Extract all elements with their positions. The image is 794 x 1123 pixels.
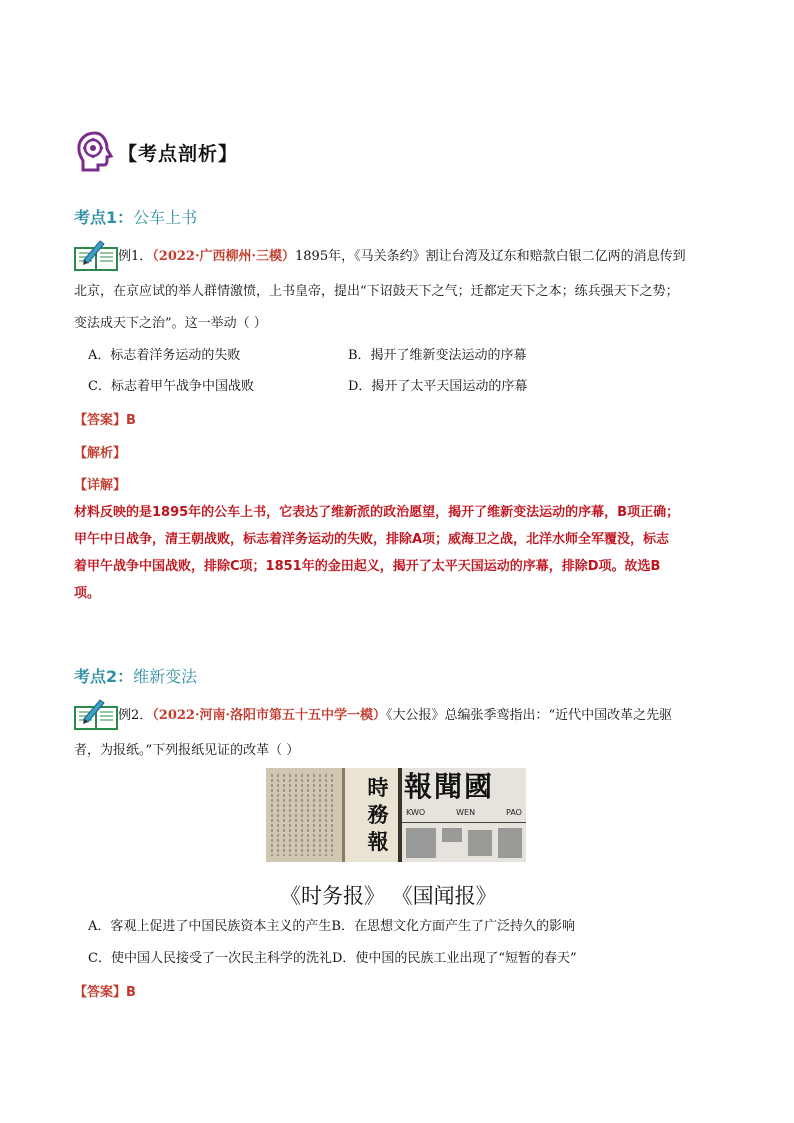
detail-line: 着甲午战争中国战败，排除C项；1851年的金田起义，揭开了太平天国运动的序幕，排除D项。故选B xyxy=(74,559,661,574)
example-2-line-2: 者，为报纸。”下列报纸见证的改革（ ） xyxy=(74,743,300,758)
detail-line: 甲午中日战争，清王朝战败，标志着洋务运动的失败，排除A项；威海卫之战，北洋水师全军覆没，标志 xyxy=(74,532,670,547)
shiwubao-title: 時務報 xyxy=(367,775,389,854)
answer-value: B xyxy=(126,413,136,428)
guowenbao-image xyxy=(402,768,526,862)
example-stem-text: 《大公报》总编张季鸾指出：“近代中国改革之先驱 xyxy=(386,708,673,723)
answer-label: 【答案】 xyxy=(74,985,127,1000)
detail-label: 【详解】 xyxy=(74,478,127,493)
example-stem-text: 1895年，《马关条约》割让台湾及辽东和赔款白银二亿两的消息传到 xyxy=(295,249,686,264)
answer-line xyxy=(74,981,136,1000)
example-1-line-2: 北京，在京应试的举人群情激愤，上书皇帝，提出“下诏鼓天下之气；迁都定天下之本；练兵强天下之势； xyxy=(74,284,679,299)
option-a: A．标志着洋务运动的失败 xyxy=(88,348,241,363)
example-number: 例2． xyxy=(118,708,153,723)
example-number: 例1． xyxy=(118,249,153,264)
topic-heading-1 xyxy=(74,205,197,228)
book-pencil-icon xyxy=(74,697,118,731)
answer-label: 【答案】 xyxy=(74,413,127,428)
example-1-line-1 xyxy=(118,247,686,267)
detail-text xyxy=(74,499,734,607)
detail-line: 项。 xyxy=(74,586,101,601)
romanization-wen: WEN xyxy=(456,808,476,817)
option-d: D．揭开了太平天国运动的序幕 xyxy=(348,379,528,394)
romanization-kwo: KWO xyxy=(406,808,426,817)
guowenbao-masthead: 報聞國 xyxy=(404,770,495,803)
shiwubao-image xyxy=(266,768,402,862)
topic-title: 维新变法 xyxy=(133,667,198,686)
newspaper-image xyxy=(266,768,526,862)
topic-heading-2 xyxy=(74,664,197,687)
romanization-row xyxy=(406,808,522,817)
option-cd: C．使中国人民接受了一次民主科学的洗礼D．使中国的民族工业出现了“短暂的春天” xyxy=(88,951,577,966)
newsprint-texture xyxy=(402,820,526,862)
book-pencil-icon xyxy=(74,238,118,272)
example-source: （2022·广西柳州·三模） xyxy=(152,249,296,264)
example-source: （2022·河南·洛阳市第五十五中学一模） xyxy=(152,708,387,723)
answer-value: B xyxy=(126,985,136,1000)
option-b: B．揭开了维新变法运动的序幕 xyxy=(348,348,527,363)
analysis-label: 【解析】 xyxy=(74,446,127,461)
brain-head-icon xyxy=(74,130,116,174)
answer-line xyxy=(74,409,136,428)
topic-title: 公车上书 xyxy=(133,208,198,227)
section-header xyxy=(74,130,238,174)
example-2-line-1 xyxy=(118,706,672,726)
image-caption: 《时务报》 《国闻报》 xyxy=(280,884,497,908)
option-ab: A．客观上促进了中国民族资本主义的产生B．在思想文化方面产生了广泛持久的影响 xyxy=(88,919,575,934)
romanization-pao: PAO xyxy=(506,808,522,817)
option-c: C．标志着甲午战争中国战败 xyxy=(88,379,254,394)
section-title: 【考点剖析】 xyxy=(118,142,239,165)
detail-line: 材料反映的是1895年的公车上书，它表达了维新派的政治愿望，揭开了维新变法运动的序幕，B项正确； xyxy=(74,505,680,520)
example-1-line-3: 变法成天下之治”。这一举动（ ） xyxy=(74,316,267,331)
topic-label: 考点2： xyxy=(74,667,134,686)
topic-label: 考点1： xyxy=(74,208,134,227)
